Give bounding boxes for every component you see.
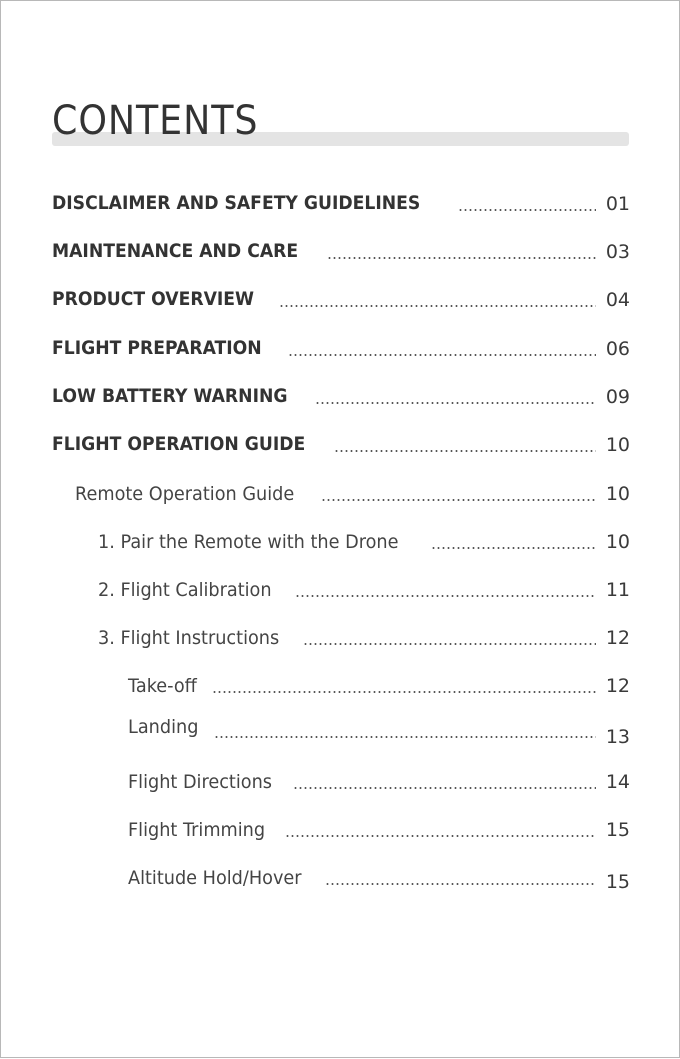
toc-entry-product-overview[interactable] bbox=[52, 283, 630, 313]
toc-dot-leader bbox=[212, 691, 596, 693]
toc-entry-label: LOW BATTERY WARNING bbox=[52, 386, 288, 407]
toc-entry-disclaimer[interactable] bbox=[52, 187, 630, 217]
toc-entry-flight-instructions[interactable] bbox=[98, 621, 630, 651]
toc-entry-label: Remote Operation Guide bbox=[75, 483, 295, 505]
toc-entry-flight-preparation[interactable] bbox=[52, 332, 630, 362]
toc-entry-altitude-hold[interactable] bbox=[128, 861, 630, 891]
toc-entry-label: Flight Trimming bbox=[128, 819, 266, 841]
toc-dot-leader bbox=[327, 257, 596, 259]
toc-entry-remote-operation-guide[interactable] bbox=[75, 477, 630, 507]
toc-entry-flight-directions[interactable] bbox=[128, 765, 630, 795]
toc-dot-leader bbox=[303, 643, 596, 645]
toc-dot-leader bbox=[321, 499, 596, 501]
toc-entry-flight-calibration[interactable] bbox=[98, 573, 630, 603]
toc-page-number: 12 bbox=[605, 627, 630, 649]
toc-dot-leader bbox=[214, 736, 596, 738]
toc-entry-flight-operation-guide[interactable] bbox=[52, 428, 630, 458]
toc-entry-label: PRODUCT OVERVIEW bbox=[52, 289, 255, 310]
table-of-contents bbox=[1, 1, 680, 1059]
toc-entry-label: FLIGHT PREPARATION bbox=[52, 338, 262, 359]
toc-page-number: 10 bbox=[605, 531, 630, 553]
toc-dot-leader bbox=[288, 354, 597, 356]
toc-entry-landing[interactable] bbox=[128, 714, 630, 748]
page-title: CONTENTS bbox=[52, 98, 259, 144]
toc-page-number: 15 bbox=[605, 819, 630, 841]
toc-entry-take-off[interactable] bbox=[128, 669, 630, 699]
toc-page-number: 09 bbox=[605, 386, 630, 408]
toc-entry-label: Landing bbox=[128, 716, 199, 738]
toc-page-number: 03 bbox=[605, 241, 630, 263]
toc-entry-label: Take-off bbox=[128, 675, 197, 697]
toc-entry-flight-trimming[interactable] bbox=[128, 813, 630, 843]
toc-entry-label: Altitude Hold/Hover bbox=[128, 867, 302, 889]
toc-page-number: 04 bbox=[605, 289, 630, 311]
toc-dot-leader bbox=[315, 402, 596, 404]
toc-entry-low-battery-warning[interactable] bbox=[52, 380, 630, 410]
toc-dot-leader bbox=[334, 450, 596, 452]
toc-dot-leader bbox=[279, 305, 596, 307]
toc-page-number: 13 bbox=[605, 726, 630, 748]
toc-entry-label: Flight Directions bbox=[128, 771, 272, 793]
toc-entry-pair-remote[interactable] bbox=[98, 525, 630, 555]
toc-page-number: 14 bbox=[605, 771, 630, 793]
toc-dot-leader bbox=[458, 209, 596, 211]
toc-dot-leader bbox=[325, 883, 596, 885]
toc-page-number: 06 bbox=[605, 338, 630, 360]
toc-entry-label: 3. Flight Instructions bbox=[98, 627, 280, 649]
toc-entry-label: DISCLAIMER AND SAFETY GUIDELINES bbox=[52, 193, 421, 214]
toc-entry-maintenance[interactable] bbox=[52, 235, 630, 265]
toc-dot-leader bbox=[295, 595, 596, 597]
toc-page-number: 12 bbox=[605, 675, 630, 697]
toc-page-number: 15 bbox=[605, 871, 630, 893]
toc-dot-leader bbox=[293, 787, 596, 789]
toc-page-number: 10 bbox=[605, 434, 630, 456]
toc-page-number: 10 bbox=[605, 483, 630, 505]
toc-entry-label: MAINTENANCE AND CARE bbox=[52, 241, 299, 262]
toc-page-number: 11 bbox=[605, 579, 630, 601]
toc-entry-label: 1. Pair the Remote with the Drone bbox=[98, 531, 399, 553]
toc-page-number: 01 bbox=[605, 193, 630, 215]
toc-entry-label: 2. Flight Calibration bbox=[98, 579, 272, 601]
toc-dot-leader bbox=[285, 835, 596, 837]
toc-dot-leader bbox=[431, 547, 596, 549]
toc-entry-label: FLIGHT OPERATION GUIDE bbox=[52, 434, 306, 455]
